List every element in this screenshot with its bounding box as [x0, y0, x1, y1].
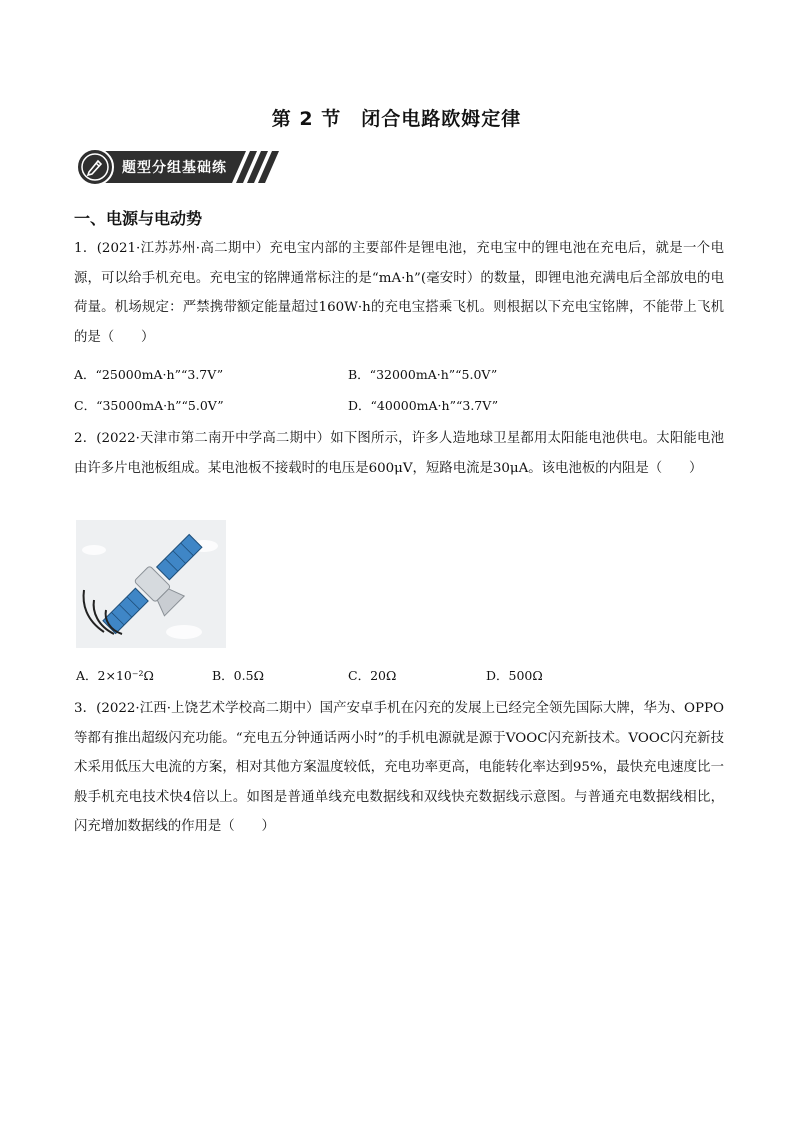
- page-title: 第 2 节 闭合电路欧姆定律: [271, 108, 522, 130]
- section-banner: [74, 148, 286, 186]
- question-1-text: 1．(2021·江苏苏州·高二期中）充电宝内部的主要部件是锂电池，充电宝中的锂电池在充电后，就是一个电源，可以给手机充电。充电宝的铭牌通常标注的是“mA·h”(毫安时）的数量，即锂电池充满电后全部放电的电荷量。机场规定：严禁携带额定能量超过160W·h的充电宝搭乘飞机。则根据以下充电宝铭牌，不能带上飞机的是（ ）: [74, 241, 724, 345]
- q1-option-a: A．“25000mA·h”“3.7V”: [74, 367, 224, 382]
- q2-option-a: A．2×10⁻²Ω: [76, 668, 154, 683]
- q2-option-d: D．500Ω: [486, 668, 543, 683]
- q1-option-b: B．“32000mA·h”“5.0V”: [348, 367, 498, 382]
- pencil-circle-icon: [85, 157, 105, 177]
- q2-option-c: C．20Ω: [348, 668, 397, 683]
- banner-label: 题型分组基础练: [122, 160, 227, 176]
- question-2-text: 2．(2022·天津市第二南开中学高二期中）如下图所示，许多人造地球卫星都用太阳能电池供电。太阳能电池由许多片电池板组成。某电池板不接载时的电压是600μV，短路电流是30μA。该电池板的内阻是（ ）: [74, 431, 724, 476]
- question-3-text: 3．(2022·江西·上饶艺术学校高二期中）国产安卓手机在闪充的发展上已经完全领先国际大牌，华为、OPPO等都有推出超级闪充功能。“充电五分钟通话两小时”的手机电源就是源于VOOC闪充新技术。VOOC闪充新技术采用低压大电流的方案，相对其他方案温度较低，充电功率更高，电能转化率达到95%，最快充电速度比一般手机充电技术快4倍以上。如图是普通单线充电数据线和双线快充数据线示意图。与普通充电数据线相比，闪充增加数据线的作用是（ ）: [74, 701, 724, 834]
- q1-option-c: C．“35000mA·h”“5.0V”: [74, 398, 224, 413]
- satellite-illustration: [76, 520, 226, 648]
- q1-option-d: D．“40000mA·h”“3.7V”: [348, 398, 499, 413]
- section-heading: 一、电源与电动势: [74, 209, 203, 228]
- q2-option-b: B．0.5Ω: [212, 668, 264, 683]
